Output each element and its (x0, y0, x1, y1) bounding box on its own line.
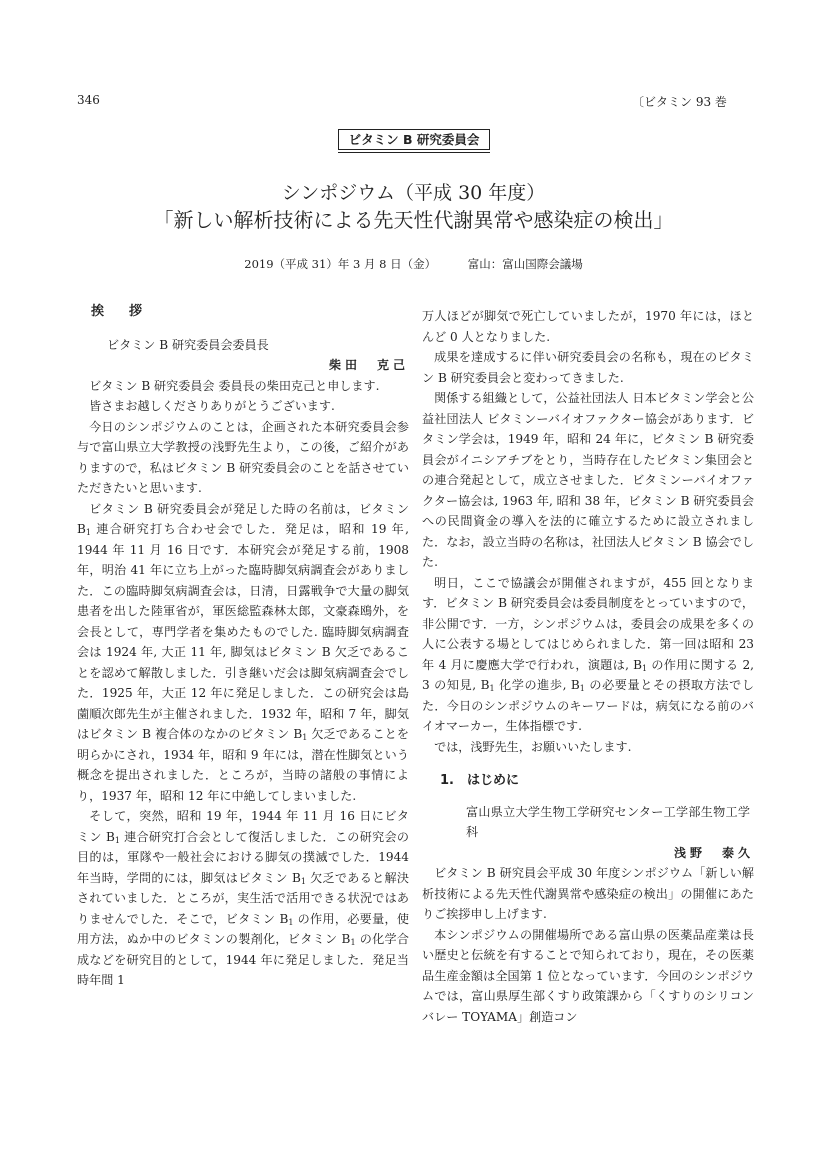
committee-label: ビタミン B 研究委員会 (338, 129, 490, 150)
greeting-paragraph: では，浅野先生，お願いいたします. (434, 739, 632, 754)
subscript: 1 (579, 684, 585, 693)
intro-affiliation: 富山県立大学生物工学研究センター工学部生物工学科 (466, 804, 750, 839)
venue: 富山：富山国際会議場 (467, 257, 583, 271)
text-run: 明日，ここで協議会が開催されますが，455 回となります．ビタミン B 研究委員会は委員制度をとっていますので，非公開です．一方，シンポジウムは，委員会の成果を多くの人に公表する場としてはじめられました．第一回は昭和 23 年 4 月に慶應大学で行われ，演題は, B (422, 575, 754, 672)
greeting-paragraph: 関係する組織として，公益社団法人 日本ビタミン学会と公益社団法人 ビタミンーバイオファクター協会があります．ビタミン学会は，1949 年，昭和 24 年に，ビタミン B 研究委員会がイニシアチブをとり，当時存在したビタミン集団会との連合発起として，成立させました．ビタミンーバイオファクター協会は, 1963 年, 昭和 38 年，ビタミン B 研究委員会への民間資金の導入を法的に確立するために設立されました．なお，設立当時の名称は，社団法人ビタミン B 協会でした. (422, 391, 754, 569)
greeting-author: 柴田 克己 (328, 358, 409, 372)
greeting-affiliation: ビタミン B 研究委員会委員長 (107, 337, 269, 352)
text-run: の作用に関する 2, 3 の知見, B (422, 657, 754, 692)
left-column (77, 302, 409, 991)
text-run: 化学の進歩, B (494, 678, 580, 692)
greeting-heading: 挨 拶 (91, 304, 149, 319)
greeting-paragraph: 皆さまお越しくださりありがとうございます. (89, 399, 335, 413)
greeting-paragraph (77, 499, 409, 807)
greeting-paragraph (77, 806, 409, 991)
committee-underline (338, 152, 490, 153)
subscript: 1 (288, 917, 294, 927)
text-run: 欠乏であると解決されていました．ところが，実生活で活用できる状況ではありませんでした．そこで，ビタミン B (77, 870, 409, 926)
greeting-paragraph: ビタミン B 研究委員会 委員長の柴田克己と申します. (89, 378, 380, 393)
greeting-paragraph: 成果を達成するに伴い研究委員会の名称も，現在のビタミン B 研究委員会と変わってきました. (422, 350, 754, 385)
intro-paragraph: ビタミン B 研究員会平成 30 年度シンポジウム「新しい解析技術による先天性代謝異常や感染症の検出」の開催にあたりご挨拶申し上げます. (422, 866, 754, 921)
page-number: 346 (77, 93, 100, 107)
title-line-2: 「新しい解析技術による先天性代謝異常や感染症の検出」 (153, 208, 674, 232)
title-line-1: シンポジウム（平成 30 年度） (281, 182, 546, 204)
text-run: 連合研究打ち合わせ会でした．発足は，昭和 19 年, 1944 年 11 月 16 日です．本研究会が発足する前，1908 年，明治 41 年に立ち上がった臨時脚気病調査会がありました．この臨時脚気病調査会は，日清，日露戦争で大量の脚気患者を出した陸軍省が，軍医総監森林太郎，文豪森鴎外，を会長として，専門学者を集めたものでした. 臨時脚気病調査会は 1924 年, 大正 11 年, 脚気はビタミン B 欠乏であることを認めて解散しました．引き継いだ会は脚気病調査会でした．1925 年，大正 12 年に発足しました．この研究会は島薗順次郎先生が主催されました．1932 年，昭和 7 年，脚気はビタミン B 複合体のなかのビタミン B (77, 522, 409, 741)
subscript: 1 (350, 938, 356, 947)
text-run: そして，突然，昭和 19 年，1944 年 11 月 16 日にビタミン B (77, 809, 409, 844)
text-run: 連合研究打合会として復活しました．この研究会の目的は，軍隊や一般社会における脚気の撲滅でした．1944 年当時，学問的には，脚気はビタミン B (77, 829, 409, 885)
right-column (422, 306, 754, 1027)
subscript: 1 (114, 835, 120, 845)
text-run: の作用，必要量，使用方法，ぬか中のビタミンの製剤化，ビタミン B (77, 911, 409, 946)
journal-header: 〔ビタミン 93 巻 (632, 95, 727, 109)
greeting-paragraph (422, 573, 754, 737)
text-run: 欠乏であることを明らかにされ，1934 年，昭和 9 年には，潜在性脚気という概念を提出されました．ところが，当時の諸般の事情により，1937 年，昭和 12 年に中絶してしまいました. (77, 727, 409, 803)
date: 2019（平成 31）年 3 月 8 日（金） (244, 257, 437, 271)
text-run: ビタミン B 研究委員会が発足した時の名前は，ビタミン B (77, 501, 409, 536)
greeting-paragraph: 今日のシンポジウムのことは，企画された本研究委員会参与で富山県立大学教授の浅野先生より，この後，ご紹介がありますので，私はビタミン B 研究委員会のことを話させていただきたいと思います. (77, 419, 409, 495)
intro-heading: 1. はじめに (440, 773, 519, 788)
subscript: 1 (489, 684, 495, 693)
greeting-paragraph: 万人ほどが脚気で死亡していましたが，1970 年には，ほとんど 0 人となりました. (422, 309, 754, 344)
text-run: の化学合成などを研究目的として，1944 年に発足しました．発足当時年間 1 (77, 932, 409, 987)
subscript: 1 (300, 876, 306, 886)
dateline (60, 256, 767, 272)
subscript: 1 (85, 528, 91, 537)
intro-author: 浅野 泰久 (673, 845, 754, 860)
intro-paragraph: 本シンポジウムの開催場所である富山県の医薬品産業は長い歴史と伝統を有することで知られており，現在，その医薬品生産金額は全国第 1 位となっています．今回のシンポジウムでは，富山県厚生部くすり政策課から「くすりのシリコンバレー TOYAMA」創造コン (422, 927, 754, 1024)
subscript: 1 (302, 733, 308, 742)
text-run: の必要量とその摂取方法でした．今日のシンポジウムのキーワードは，病気になる前のバイオマーカー，生体指標です. (422, 678, 754, 733)
subscript: 1 (642, 663, 648, 673)
